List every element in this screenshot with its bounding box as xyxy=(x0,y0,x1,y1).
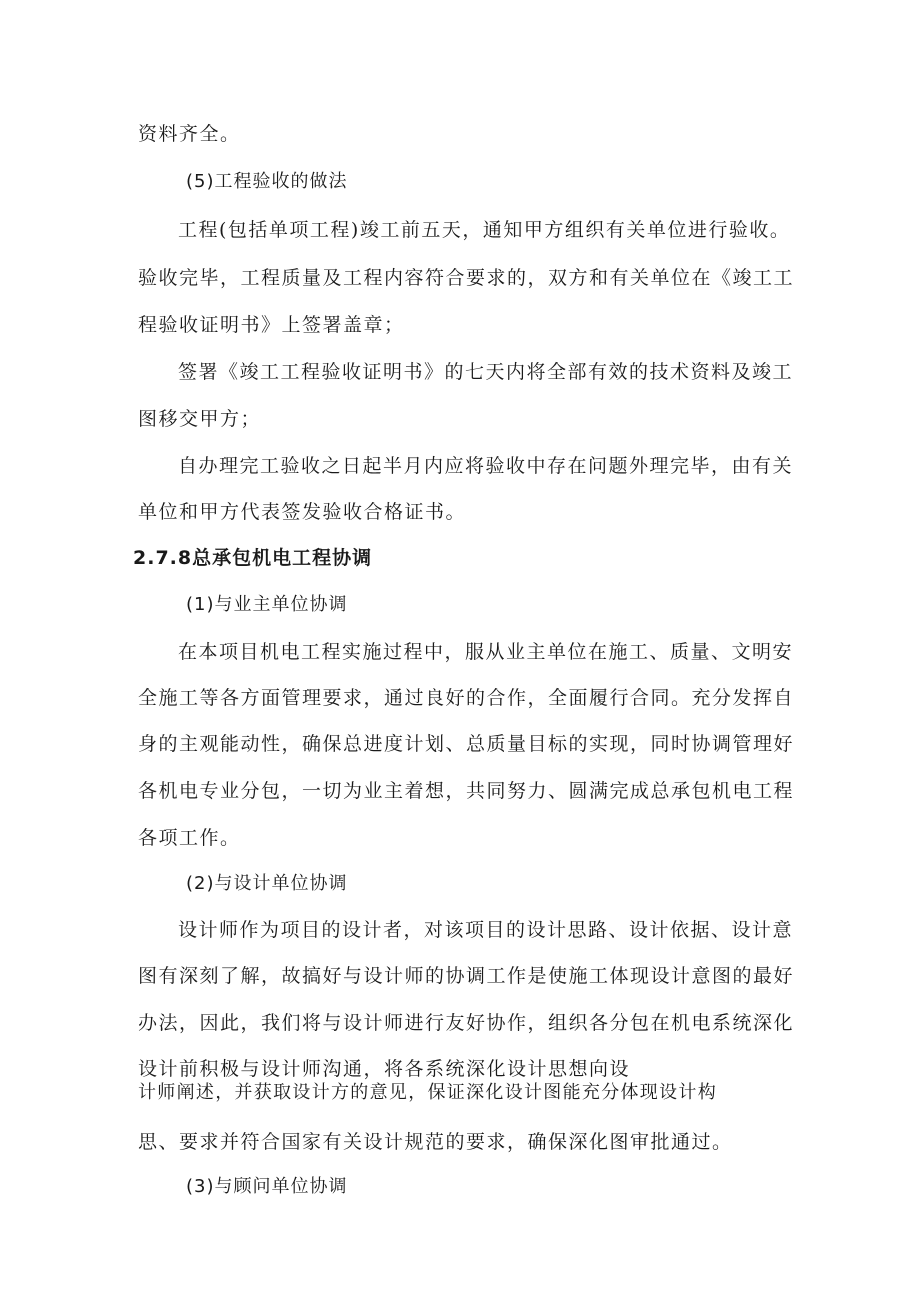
paragraph-line: 在本项目机电工程实施过程中，服从业主单位在施工、质量、文明安 xyxy=(178,641,794,663)
paragraph-line: 各项工作。 xyxy=(138,827,241,849)
subsection-heading: (1)与业主单位协调 xyxy=(186,594,348,615)
paragraph-line: 设计前积极与设计师沟通，将各系统深化设计思想向设 xyxy=(138,1058,631,1080)
paragraph-line: 身的主观能动性，确保总进度计划、总质量目标的实现，同时协调管理好 xyxy=(138,733,795,755)
paragraph-line: 资料齐全。 xyxy=(138,123,241,145)
paragraph-line: 图移交甲方； xyxy=(138,408,262,430)
paragraph-line: 设计师作为项目的设计者，对该项目的设计思路、设计依据、设计意 xyxy=(178,919,794,941)
subsection-heading: (3)与顾问单位协调 xyxy=(186,1176,348,1197)
subsection-heading: (2)与设计单位协调 xyxy=(186,873,348,894)
paragraph-line: 图有深刻了解，故搞好与设计师的协调工作是使施工体现设计意图的最好 xyxy=(138,965,795,987)
paragraph-line: 签署《竣工工程验收证明书》的七天内将全部有效的技术资料及竣工 xyxy=(178,361,794,383)
subsection-heading: (5)工程验收的做法 xyxy=(186,171,348,192)
paragraph-line: 计师阐述，并获取设计方的意见，保证深化设计图能充分体现设计构 xyxy=(138,1082,717,1103)
paragraph-line: 思、要求并符合国家有关设计规范的要求，确保深化图审批通过。 xyxy=(138,1131,733,1153)
paragraph-line: 程验收证明书》上签署盖章； xyxy=(138,314,405,336)
paragraph-line: 验收完毕，工程质量及工程内容符合要求的，双方和有关单位在《竣工工 xyxy=(138,267,795,289)
paragraph-line: 工程(包括单项工程)竣工前五天，通知甲方组织有关单位进行验收。 xyxy=(178,219,791,241)
paragraph-line: 自办理完工验收之日起半月内应将验收中存在问题外理完毕，由有关 xyxy=(178,455,794,477)
paragraph-line: 各机电专业分包，一切为业主着想，共同努力、圆满完成总承包机电工程 xyxy=(138,780,795,802)
paragraph-line: 办法，因此，我们将与设计师进行友好协作，组织各分包在机电系统深化 xyxy=(138,1012,795,1034)
section-heading: 2.7.8总承包机电工程协调 xyxy=(133,547,373,569)
paragraph-line: 单位和甲方代表签发验收合格证书。 xyxy=(138,501,467,523)
paragraph-line: 全施工等各方面管理要求，通过良好的合作，全面履行合同。充分发挥自 xyxy=(138,687,795,709)
